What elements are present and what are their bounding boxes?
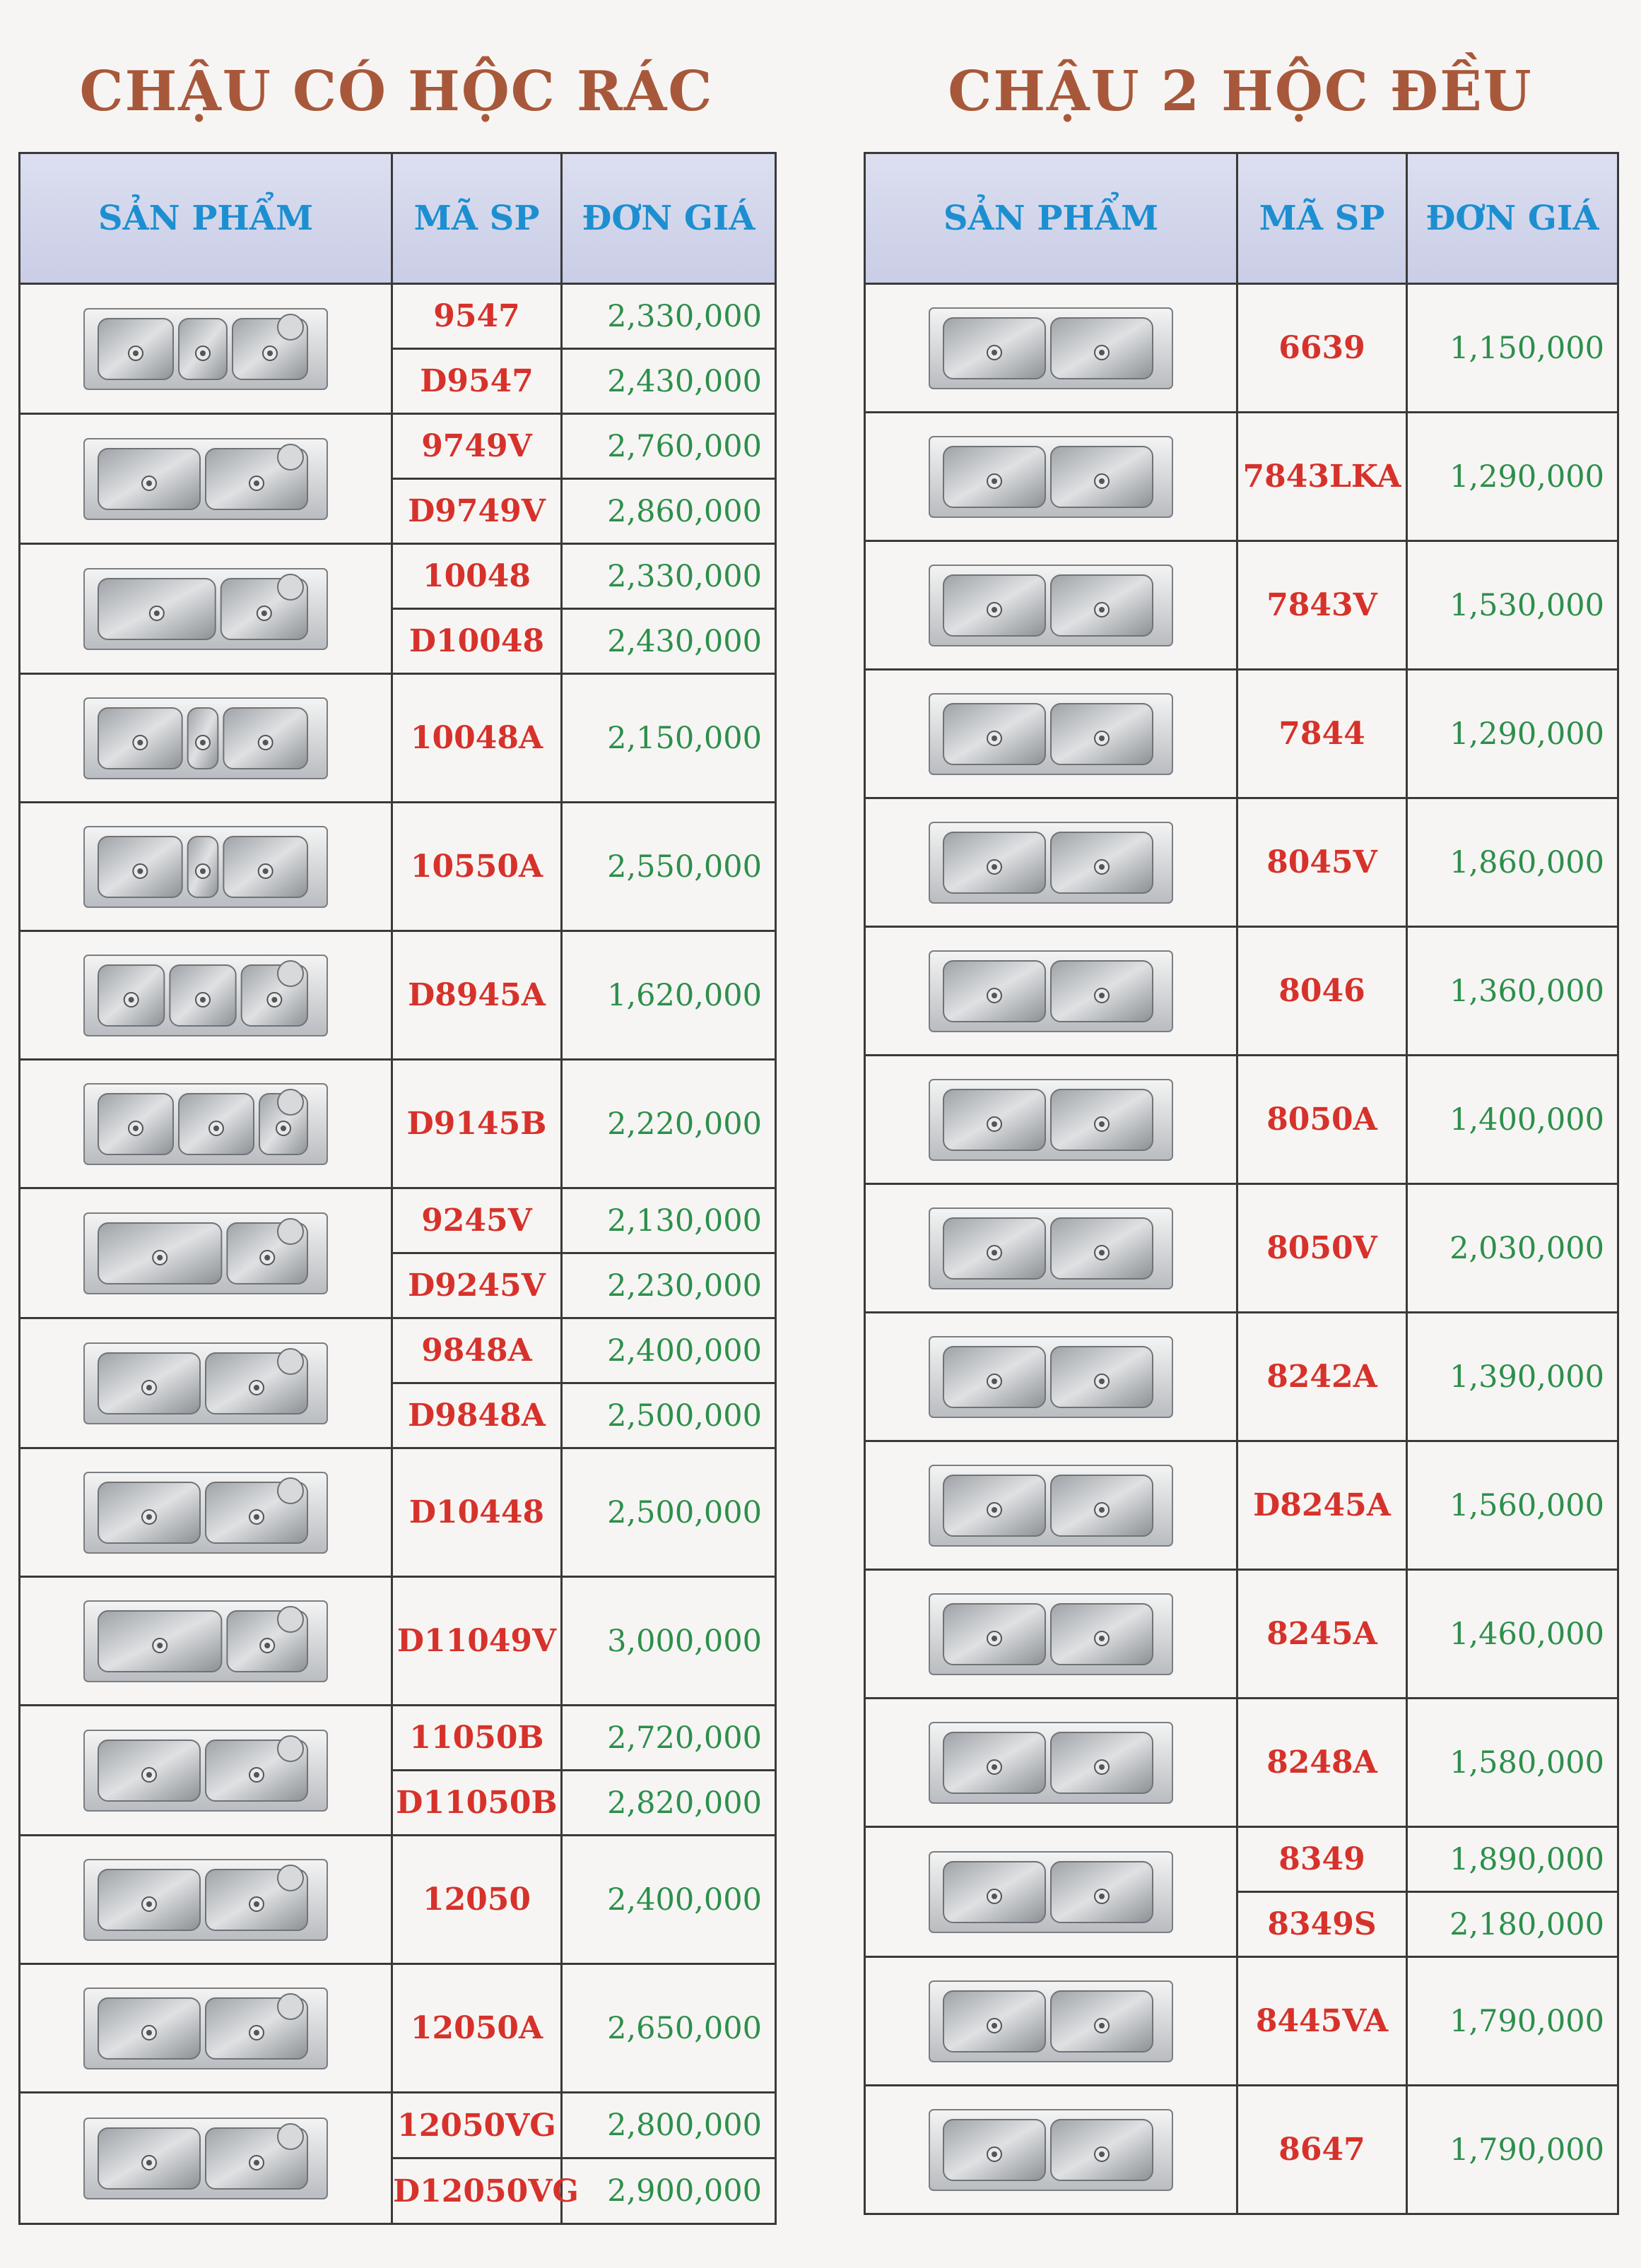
product-price: 1,890,000	[1407, 1827, 1618, 1892]
product-price: 1,150,000	[1407, 284, 1618, 413]
product-image-cell	[20, 674, 392, 803]
product-code: D9145B	[392, 1060, 562, 1188]
product-price: 2,900,000	[562, 2158, 776, 2224]
kitchen-sink-icon	[866, 1839, 1236, 1945]
product-code: 9547	[392, 284, 562, 349]
product-price: 1,860,000	[1407, 798, 1618, 927]
product-price: 2,220,000	[562, 1060, 776, 1188]
product-price: 1,290,000	[1407, 670, 1618, 798]
product-code: 9245V	[392, 1188, 562, 1253]
table-row	[865, 2086, 1618, 2214]
right-price-table-container	[864, 152, 1617, 2215]
table-row	[865, 1184, 1618, 1313]
kitchen-sink-icon	[20, 1718, 391, 1824]
table-row	[20, 1318, 776, 1383]
product-price: 2,720,000	[562, 1706, 776, 1771]
product-price: 2,650,000	[562, 1964, 776, 2093]
product-image-cell	[20, 1577, 392, 1706]
product-price: 2,500,000	[562, 1448, 776, 1577]
kitchen-sink-icon	[20, 685, 391, 791]
product-price: 1,530,000	[1407, 541, 1618, 670]
product-image-cell	[865, 1699, 1237, 1827]
kitchen-sink-icon	[866, 1324, 1236, 1430]
table-row	[20, 1060, 776, 1188]
product-code: 12050VG	[392, 2093, 562, 2158]
kitchen-sink-icon	[20, 1200, 391, 1306]
product-code: 7843V	[1237, 541, 1407, 670]
product-image-cell	[865, 1313, 1237, 1441]
product-price: 1,580,000	[1407, 1699, 1618, 1827]
product-code: 7844	[1237, 670, 1407, 798]
kitchen-sink-icon	[20, 2105, 391, 2211]
product-price: 2,330,000	[562, 544, 776, 609]
product-code: 10550A	[392, 803, 562, 931]
product-code: 6639	[1237, 284, 1407, 413]
product-image-cell	[865, 541, 1237, 670]
product-price: 2,400,000	[562, 1836, 776, 1964]
header-code: MÃ SP	[392, 153, 562, 284]
table-row	[865, 284, 1618, 413]
table-row	[865, 1056, 1618, 1184]
product-code: 8242A	[1237, 1313, 1407, 1441]
product-code: D12050VG	[392, 2158, 562, 2224]
kitchen-sink-icon	[20, 296, 391, 402]
product-image-cell	[20, 284, 392, 414]
kitchen-sink-icon	[20, 1460, 391, 1566]
product-code: 8050V	[1237, 1184, 1407, 1313]
product-price: 2,400,000	[562, 1318, 776, 1383]
product-code: 8349	[1237, 1827, 1407, 1892]
kitchen-sink-icon	[866, 810, 1236, 916]
left-price-table	[18, 152, 777, 2225]
product-price: 1,790,000	[1407, 2086, 1618, 2214]
product-image-cell	[865, 284, 1237, 413]
kitchen-sink-icon	[866, 1067, 1236, 1173]
product-image-cell	[20, 931, 392, 1060]
table-row	[20, 1706, 776, 1771]
product-image-cell	[865, 1056, 1237, 1184]
kitchen-sink-icon	[866, 1581, 1236, 1687]
product-code: D9749V	[392, 479, 562, 544]
product-code: D8245A	[1237, 1441, 1407, 1570]
product-price: 1,290,000	[1407, 413, 1618, 541]
kitchen-sink-icon	[20, 426, 391, 532]
product-price: 2,860,000	[562, 479, 776, 544]
product-image-cell	[20, 803, 392, 931]
product-code: 8647	[1237, 2086, 1407, 2214]
table-row	[20, 1577, 776, 1706]
product-price: 1,620,000	[562, 931, 776, 1060]
table-row	[20, 931, 776, 1060]
table-header-row	[865, 153, 1618, 284]
product-image-cell	[20, 1060, 392, 1188]
product-code: 8445VA	[1237, 1957, 1407, 2086]
kitchen-sink-icon	[20, 1330, 391, 1436]
product-price: 2,500,000	[562, 1383, 776, 1448]
product-image-cell	[865, 1957, 1237, 2086]
kitchen-sink-icon	[20, 1975, 391, 2081]
product-image-cell	[865, 1827, 1237, 1957]
table-row	[865, 798, 1618, 927]
product-code: 9749V	[392, 414, 562, 479]
header-product: SẢN PHẨM	[20, 153, 392, 284]
table-row	[865, 1313, 1618, 1441]
product-price: 1,390,000	[1407, 1313, 1618, 1441]
header-product: SẢN PHẨM	[865, 153, 1237, 284]
kitchen-sink-icon	[866, 553, 1236, 658]
table-row	[20, 414, 776, 479]
table-row	[865, 1699, 1618, 1827]
header-price: ĐƠN GIÁ	[562, 153, 776, 284]
product-price: 2,550,000	[562, 803, 776, 931]
product-code: 7843LKA	[1237, 413, 1407, 541]
kitchen-sink-icon	[866, 938, 1236, 1044]
product-image-cell	[20, 1318, 392, 1448]
table-row	[865, 1570, 1618, 1699]
table-row	[20, 284, 776, 349]
table-row	[865, 1957, 1618, 2086]
header-code: MÃ SP	[1237, 153, 1407, 284]
table-row	[20, 1964, 776, 2093]
product-price: 2,430,000	[562, 349, 776, 414]
kitchen-sink-icon	[20, 943, 391, 1049]
kitchen-sink-icon	[866, 424, 1236, 530]
kitchen-sink-icon	[866, 295, 1236, 401]
product-code: 12050	[392, 1836, 562, 1964]
product-price: 2,800,000	[562, 2093, 776, 2158]
table-row	[865, 670, 1618, 798]
product-code: 11050B	[392, 1706, 562, 1771]
product-image-cell	[20, 544, 392, 674]
product-image-cell	[20, 414, 392, 544]
product-code: D11050B	[392, 1771, 562, 1836]
product-code: 8045V	[1237, 798, 1407, 927]
product-price: 1,360,000	[1407, 927, 1618, 1056]
product-code: 8248A	[1237, 1699, 1407, 1827]
left-price-table-container	[18, 152, 775, 2225]
product-image-cell	[865, 413, 1237, 541]
product-image-cell	[865, 670, 1237, 798]
kitchen-sink-icon	[20, 814, 391, 920]
product-code: 8349S	[1237, 1892, 1407, 1957]
kitchen-sink-icon	[866, 1453, 1236, 1559]
product-price: 2,150,000	[562, 674, 776, 803]
table-row	[20, 1448, 776, 1577]
product-image-cell	[865, 1570, 1237, 1699]
product-code: 8046	[1237, 927, 1407, 1056]
product-image-cell	[865, 798, 1237, 927]
product-code: 8050A	[1237, 1056, 1407, 1184]
kitchen-sink-icon	[866, 681, 1236, 787]
product-price: 2,030,000	[1407, 1184, 1618, 1313]
product-code: D11049V	[392, 1577, 562, 1706]
right-section-title: CHẬU 2 HỘC ĐỀU	[948, 59, 1533, 124]
product-price: 1,400,000	[1407, 1056, 1618, 1184]
product-code: 10048A	[392, 674, 562, 803]
product-code: 12050A	[392, 1964, 562, 2093]
table-header-row	[20, 153, 776, 284]
product-price: 2,430,000	[562, 609, 776, 674]
product-image-cell	[20, 2093, 392, 2224]
product-price: 2,820,000	[562, 1771, 776, 1836]
product-price: 1,560,000	[1407, 1441, 1618, 1570]
product-code: D9245V	[392, 1253, 562, 1318]
table-row	[20, 1188, 776, 1253]
product-price: 2,180,000	[1407, 1892, 1618, 1957]
table-row	[865, 927, 1618, 1056]
table-row	[865, 413, 1618, 541]
table-row	[865, 1827, 1618, 1892]
right-price-table	[864, 152, 1619, 2215]
kitchen-sink-icon	[20, 556, 391, 662]
product-code: D9547	[392, 349, 562, 414]
product-image-cell	[865, 1441, 1237, 1570]
product-image-cell	[20, 1836, 392, 1964]
product-code: D9848A	[392, 1383, 562, 1448]
kitchen-sink-icon	[866, 2097, 1236, 2203]
table-row	[20, 544, 776, 609]
header-price: ĐƠN GIÁ	[1407, 153, 1618, 284]
table-row	[20, 1836, 776, 1964]
product-price: 2,760,000	[562, 414, 776, 479]
product-price: 2,130,000	[562, 1188, 776, 1253]
product-code: D10048	[392, 609, 562, 674]
product-code: 8245A	[1237, 1570, 1407, 1699]
kitchen-sink-icon	[866, 1195, 1236, 1301]
table-row	[865, 541, 1618, 670]
product-code: D10448	[392, 1448, 562, 1577]
kitchen-sink-icon	[20, 1847, 391, 1953]
table-row	[20, 803, 776, 931]
kitchen-sink-icon	[20, 1588, 391, 1694]
kitchen-sink-icon	[866, 1968, 1236, 2074]
product-code: D8945A	[392, 931, 562, 1060]
product-image-cell	[20, 1706, 392, 1836]
product-price: 2,230,000	[562, 1253, 776, 1318]
product-price: 3,000,000	[562, 1577, 776, 1706]
kitchen-sink-icon	[866, 1710, 1236, 1816]
product-price: 1,790,000	[1407, 1957, 1618, 2086]
product-price: 2,330,000	[562, 284, 776, 349]
kitchen-sink-icon	[20, 1071, 391, 1177]
left-section-title: CHẬU CÓ HỘC RÁC	[79, 59, 714, 124]
product-image-cell	[865, 2086, 1237, 2214]
product-image-cell	[20, 1188, 392, 1318]
product-price: 1,460,000	[1407, 1570, 1618, 1699]
product-code: 10048	[392, 544, 562, 609]
product-image-cell	[20, 1964, 392, 2093]
table-row	[20, 2093, 776, 2158]
product-image-cell	[865, 1184, 1237, 1313]
product-code: 9848A	[392, 1318, 562, 1383]
product-image-cell	[865, 927, 1237, 1056]
table-row	[865, 1441, 1618, 1570]
product-image-cell	[20, 1448, 392, 1577]
table-row	[20, 674, 776, 803]
